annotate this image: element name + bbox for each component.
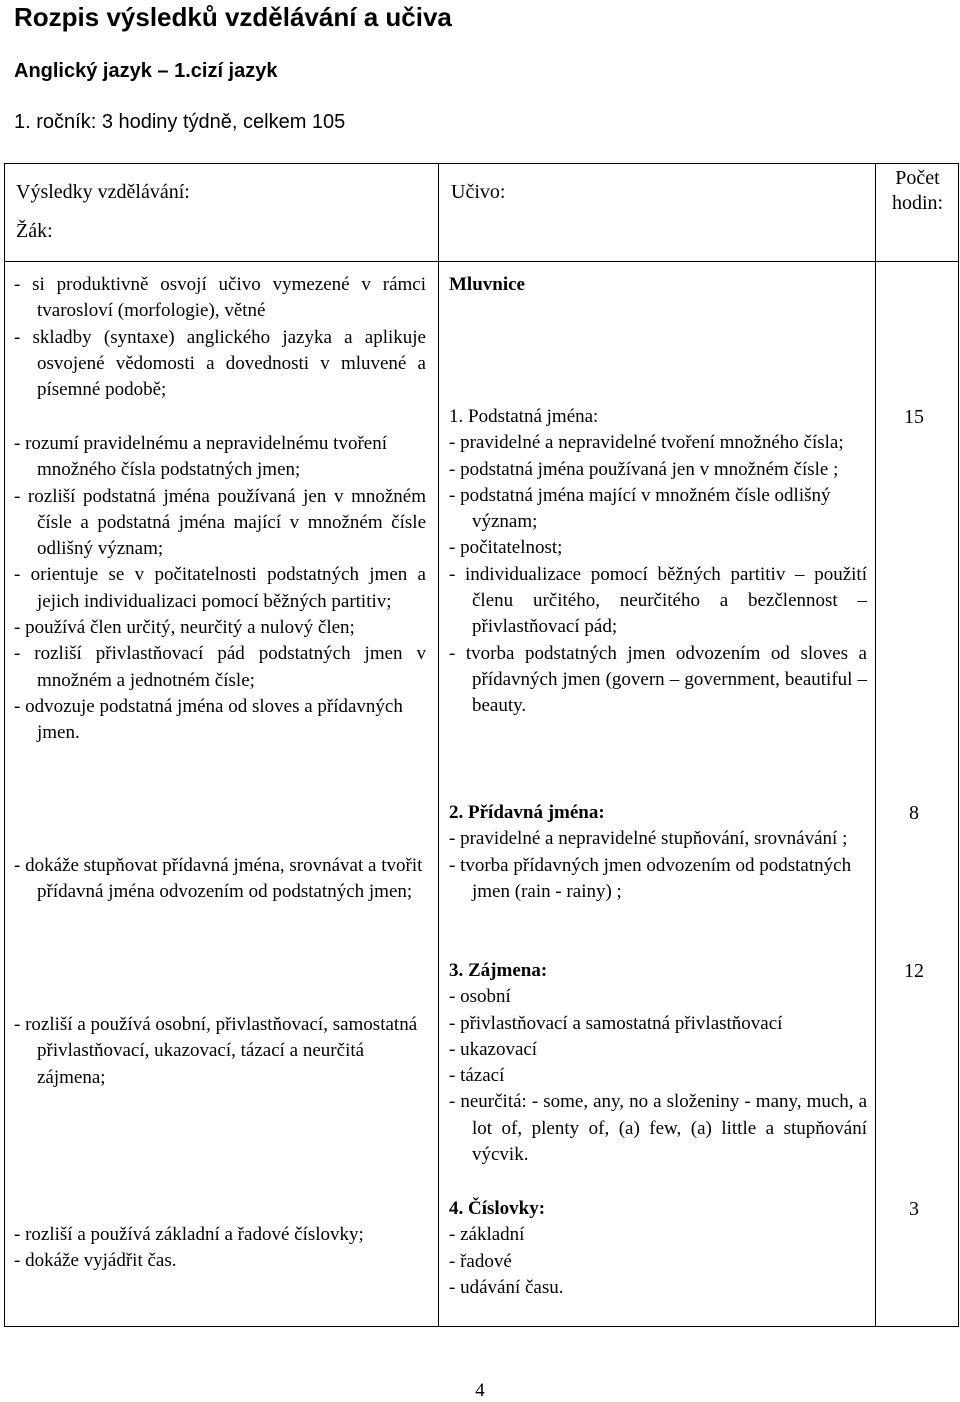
results-section-pronouns [14, 1012, 426, 1091]
curriculum-item: - ukazovací [449, 1038, 538, 1060]
subject-title: Anglický jazyk – 1.cizí jazyk [14, 60, 278, 82]
curriculum-item: - počitatelnost; [449, 537, 563, 559]
column-divider [875, 164, 876, 1326]
curriculum-item: - udávání času. [449, 1276, 564, 1298]
curriculum-section-title: 4. Číslovky: [449, 1198, 546, 1219]
curriculum-section-adjectives [449, 800, 867, 905]
results-section-nouns [14, 431, 426, 747]
header-results: Výsledky vzdělávání: [16, 181, 190, 203]
result-item: - skladby (syntaxe) anglického jazyka a aplikuje osvojené vědomosti a dovednosti v mluvené a písemné podobě; [14, 326, 426, 401]
hours-count: 3 [909, 1198, 919, 1220]
curriculum-section-title: Mluvnice [449, 274, 525, 295]
result-item: - rozliší podstatná jména používaná jen v množném čísle a podstatná jména mající v množném čísle odlišný význam; [14, 485, 426, 560]
results-section-adjectives [14, 853, 426, 906]
header-curriculum: Učivo: [451, 181, 506, 203]
curriculum-item: - individualizace pomocí běžných partitiv – použití členu určitého, neurčitého a bezčlennost – přivlastňovací pád; [449, 563, 867, 638]
column-divider [438, 164, 439, 1326]
hours-count: 12 [904, 960, 924, 982]
result-item: - si produktivně osvojí učivo vymezené v rámci tvarosloví (morfologie), větné [14, 274, 426, 322]
result-item: - používá člen určitý, neurčitý a nulový člen; [14, 617, 355, 639]
curriculum-item: - podstatná jména používaná jen v množném čísle ; [449, 458, 839, 480]
curriculum-item: - neurčitá: - some, any, no a složeniny - many, much, a lot of, plenty of, (a) few, (a) little a stupňování výcvik. [449, 1091, 867, 1166]
result-item: - rozumí pravidelnému a nepravidelnému tvoření množného čísla podstatných jmen; [14, 433, 388, 481]
result-item: - rozliší a používá základní a řadové číslovky; [14, 1224, 364, 1245]
curriculum-item: - pravidelné a nepravidelné tvoření množného čísla; [449, 432, 844, 454]
result-item: - odvozuje podstatná jména od sloves a přídavných jmen. [14, 695, 403, 744]
header-pupil: Žák: [16, 220, 53, 242]
curriculum-section-numerals [449, 1196, 867, 1301]
results-section-intro [14, 272, 426, 403]
curriculum-section-title: 3. Zájmena: [449, 960, 548, 981]
hours-count: 8 [909, 802, 919, 824]
result-item: - dokáže stupňovat přídavná jména, srovnávat a tvořit přídavná jména odvozením od podstatných jmen; [14, 855, 423, 903]
curriculum-item: - osobní [449, 986, 511, 1008]
curriculum-item: - tvorba přídavných jmen odvozením od podstatných jmen (rain - rainy) ; [449, 854, 852, 902]
curriculum-item: - tvorba podstatných jmen odvozením od sloves a přídavných jmen (govern – government, beautiful – beauty. [449, 642, 867, 717]
results-section-numerals [14, 1222, 426, 1275]
page-number: 4 [475, 1380, 485, 1401]
curriculum-item: - základní [449, 1224, 525, 1246]
year-summary: 1. ročník: 3 hodiny týdně, celkem 105 [14, 111, 346, 133]
result-item: - rozliší přivlastňovací pád podstatných jmen v množném a jednotném čísle; [14, 643, 426, 691]
curriculum-item: - přivlastňovací a samostatná přivlastňovací [449, 1012, 783, 1034]
result-item: - dokáže vyjádřit čas. [14, 1250, 177, 1272]
result-item: - rozliší a používá osobní, přivlastňovací, samostatná přivlastňovací, ukazovací, tázací a neurčitá zájmena; [14, 1014, 418, 1088]
page-title: Rozpis výsledků vzdělávání a učiva [14, 2, 452, 32]
curriculum-item: - pravidelné a nepravidelné stupňování, srovnávání ; [449, 828, 848, 850]
header-divider [5, 261, 958, 262]
curriculum-item: - tázací [449, 1065, 505, 1087]
curriculum-item: - podstatná jména mající v množném čísle odlišný význam; [449, 484, 831, 533]
curriculum-item: - řadové [449, 1250, 512, 1272]
hours-count: 15 [904, 406, 924, 428]
curriculum-section-title: 2. Přídavná jména: [449, 802, 605, 823]
curriculum-section-intro [449, 272, 867, 298]
curriculum-section-nouns [449, 404, 867, 720]
curriculum-section-title: 1. Podstatná jména: [449, 406, 599, 427]
curriculum-section-pronouns [449, 958, 867, 1168]
header-hours: Počet hodin: [891, 167, 944, 214]
result-item: - orientuje se v počitatelnosti podstatných jmen a jejich individualizaci pomocí běžných partitiv; [14, 564, 426, 612]
